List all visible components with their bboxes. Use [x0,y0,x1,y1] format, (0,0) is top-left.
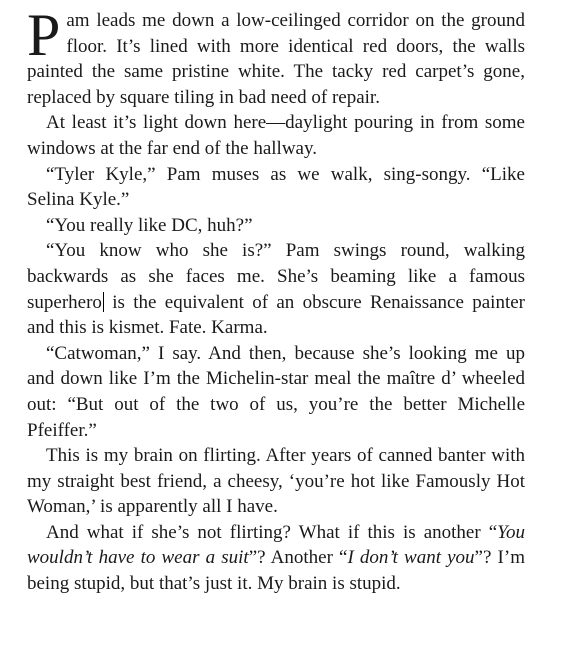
paragraph-3 [27,162,525,213]
paragraph-2 [27,110,525,161]
paragraph-7-text: This is my brain on flirting. After years of canned banter with my straight best friend, a cheesy, ‘you’re hot like Famously Hot Woman,’ is apparently all I have. [27,445,525,518]
paragraph-6 [27,341,525,443]
paragraph-8-text-b: ”? Another “ [248,547,348,569]
paragraph-6-text: “Catwoman,” I say. And then, because she’s looking me up and down like I’m the Michelin-star meal the maître d’ wheeled out: “But out of the two of us, you’re the better Michelle Pfeiffer.” [27,342,525,441]
paragraph-8-text-a: And what if she’s not flirting? What if this is another “ [46,521,498,543]
paragraph-5-text-a: “You know who she is?” Pam swings round, walking backwards as she faces me. She’s beaming like a famous superhero [27,240,525,313]
drop-cap: P [27,2,61,68]
paragraph-3-text: “Tyler Kyle,” Pam muses as we walk, sing-songy. “Like Selina Kyle.” [27,163,525,211]
book-page [27,2,525,597]
paragraph-1 [27,2,525,110]
paragraph-1-text: am leads me down a low-ceilinged corridor on the ground floor. It’s lined with more identical red doors, the walls painted the same pristine white. The tacky red carpet’s gone, replaced by square tiling in bad need of repair. [27,10,525,108]
paragraph-8-italic-2: I don’t want you [347,547,475,569]
paragraph-8 [27,520,525,597]
paragraph-5 [27,238,525,340]
paragraph-8-text-c: ”? I’m being stupid, but that’s just it. My brain is stupid. [27,547,525,595]
paragraph-2-text: At least it’s light down here—daylight pouring in from some windows at the far end of the hallway. [27,112,525,159]
paragraph-8-italic-1: You wouldn’t have to wear a suit [27,521,525,569]
paragraph-5-text-b: is the equivalent of an obscure Renaissance painter and this is kismet. Fate. Karma. [27,291,525,339]
paragraph-7 [27,443,525,520]
paragraph-4-text: “You really like DC, huh?” [46,214,253,236]
paragraph-4 [27,213,525,239]
